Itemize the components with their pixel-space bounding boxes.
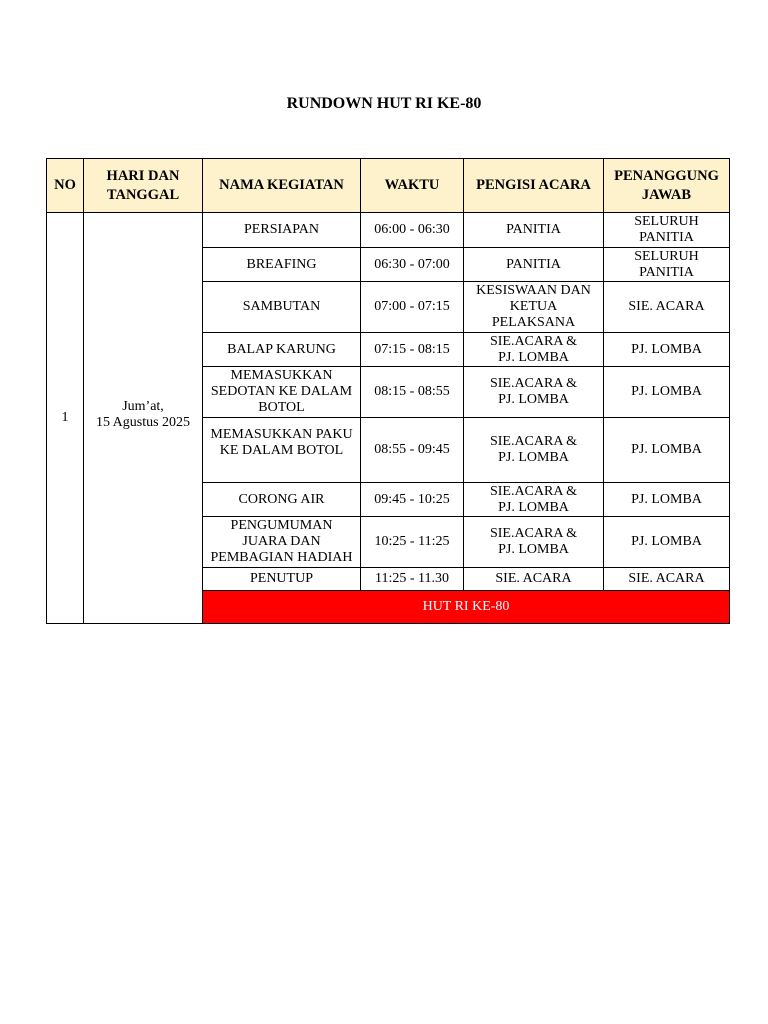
cell-pj: SELURUH PANITIA: [604, 248, 730, 282]
cell-pengisi: SIE.ACARA & PJ. LOMBA: [464, 333, 604, 367]
cell-hari-tanggal: [84, 213, 203, 624]
cell-kegiatan: CORONG AIR: [203, 483, 361, 517]
cell-waktu: 07:15 - 08:15: [361, 333, 464, 367]
cell-waktu: 07:00 - 07:15: [361, 282, 464, 333]
header-hari-tanggal: HARI DAN TANGGAL: [84, 159, 203, 213]
cell-kegiatan: MEMASUKKAN PAKU KE DALAM BOTOL: [203, 418, 361, 483]
cell-pengisi: PANITIA: [464, 248, 604, 282]
cell-waktu: 08:15 - 08:55: [361, 367, 464, 418]
cell-pj: PJ. LOMBA: [604, 333, 730, 367]
cell-pengisi: SIE.ACARA & PJ. LOMBA: [464, 517, 604, 568]
cell-waktu: 11:25 - 11.30: [361, 568, 464, 591]
document-title: RUNDOWN HUT RI KE-80: [286, 95, 482, 112]
day-text: Jum’at,: [122, 399, 164, 414]
cell-kegiatan: SAMBUTAN: [203, 282, 361, 333]
cell-waktu: 10:25 - 11:25: [361, 517, 464, 568]
header-nama-kegiatan: NAMA KEGIATAN: [203, 159, 361, 213]
cell-kegiatan: MEMASUKKAN SEDOTAN KE DALAM BOTOL: [203, 367, 361, 418]
header-no: NO: [47, 159, 84, 213]
cell-pengisi: SIE.ACARA & PJ. LOMBA: [464, 418, 604, 483]
header-pengisi-acara: PENGISI ACARA: [464, 159, 604, 213]
cell-no: 1: [47, 213, 84, 624]
date-text: 15 Agustus 2025: [95, 415, 191, 430]
cell-pj: SELURUH PANITIA: [604, 213, 730, 248]
header-waktu: WAKTU: [361, 159, 464, 213]
cell-kegiatan: PENGUMUMAN JUARA DAN PEMBAGIAN HADIAH: [203, 517, 361, 568]
cell-waktu: 09:45 - 10:25: [361, 483, 464, 517]
footer-banner: HUT RI KE-80: [203, 591, 730, 624]
cell-kegiatan: PERSIAPAN: [203, 213, 361, 248]
cell-waktu: 06:00 - 06:30: [361, 213, 464, 248]
cell-pj: PJ. LOMBA: [604, 418, 730, 483]
header-penanggung-jawab: PENANGGUNG JAWAB: [604, 159, 730, 213]
table-header-row: [47, 159, 730, 213]
cell-pj: SIE. ACARA: [604, 568, 730, 591]
cell-waktu: 08:55 - 09:45: [361, 418, 464, 483]
cell-waktu: 06:30 - 07:00: [361, 248, 464, 282]
cell-pengisi: SIE. ACARA: [464, 568, 604, 591]
cell-pengisi: KESISWAAN DAN KETUA PELAKSANA: [464, 282, 604, 333]
rundown-table: [46, 158, 730, 624]
cell-pj: PJ. LOMBA: [604, 483, 730, 517]
cell-pengisi: SIE.ACARA & PJ. LOMBA: [464, 483, 604, 517]
cell-pj: SIE. ACARA: [604, 282, 730, 333]
cell-kegiatan: PENUTUP: [203, 568, 361, 591]
cell-pengisi: PANITIA: [464, 213, 604, 248]
cell-kegiatan: BREAFING: [203, 248, 361, 282]
cell-pj: PJ. LOMBA: [604, 517, 730, 568]
cell-pengisi: SIE.ACARA & PJ. LOMBA: [464, 367, 604, 418]
cell-pj: PJ. LOMBA: [604, 367, 730, 418]
cell-kegiatan: BALAP KARUNG: [203, 333, 361, 367]
table-row: [47, 213, 730, 248]
